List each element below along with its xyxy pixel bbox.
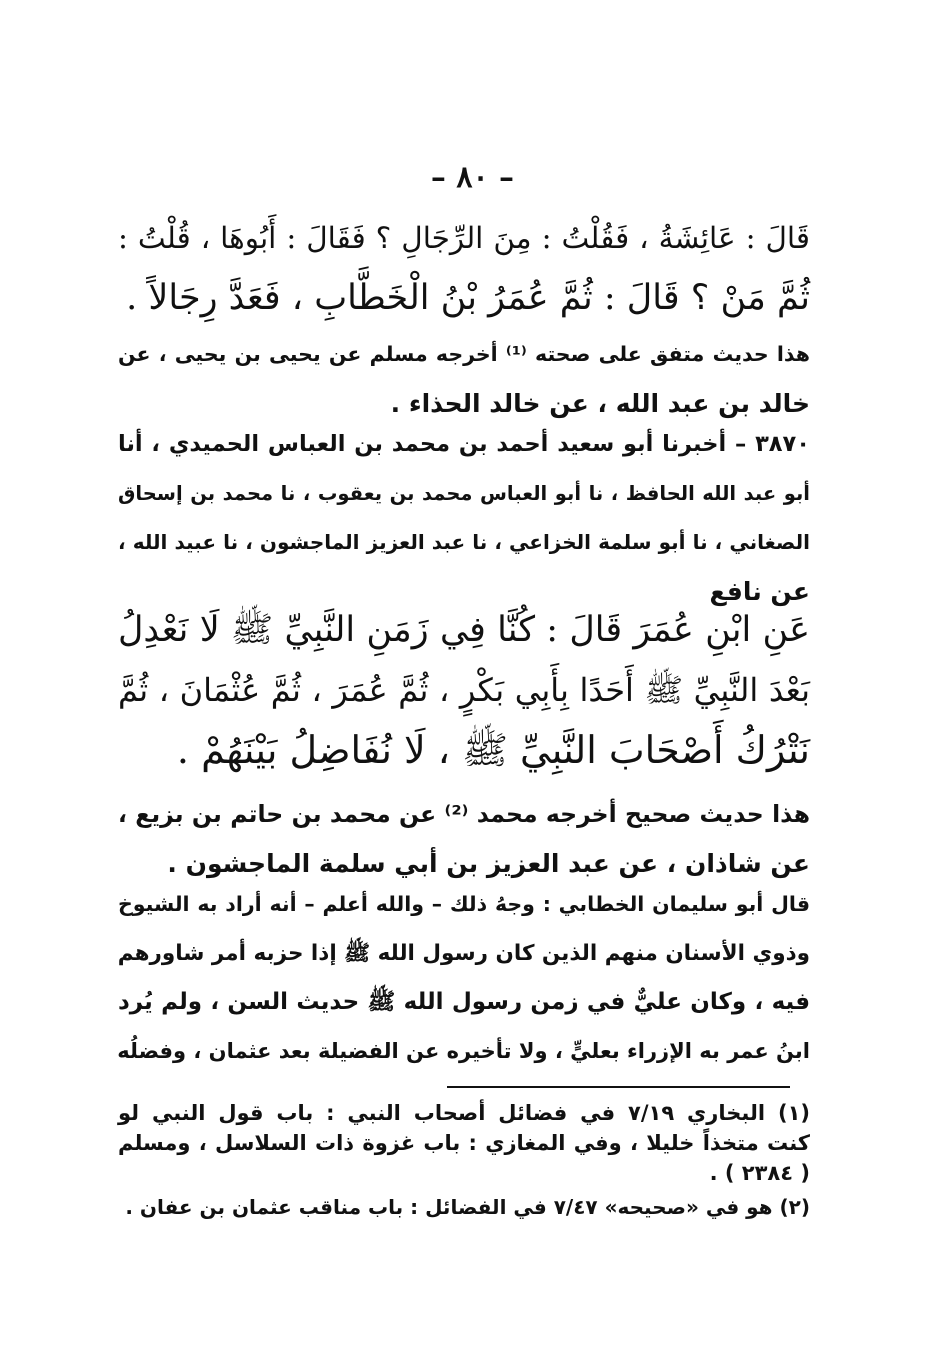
- hadith-matn: [118, 600, 810, 780]
- text-line: الصغاني ، نا أبو سلمة الخزاعي ، نا عبد العزيز الماجشون ، نا عبيد الله ،: [118, 530, 810, 554]
- text-line: خالد بن عبد الله ، عن خالد الحذاء .: [390, 389, 810, 418]
- hadith-text-continuation: [118, 208, 810, 328]
- footnote-1: [118, 1098, 810, 1188]
- footnote-line: (٢) هو في «صحيحه» ٧/٤٧ في الفضائل : باب مناقب عثمان بن عفان .: [125, 1195, 810, 1219]
- text-line: قَالَ : عَائِشَةُ ، فَقُلْتُ : مِنَ الرِّجَالِ ؟ فَقَالَ : أَبُوهَا ، قُلْتُ :: [118, 221, 810, 255]
- footnote-line: (١) البخاري ٧/١٩ في فضائل أصحاب النبي : باب قول النبي لو: [118, 1101, 810, 1125]
- text-line: ثُمَّ مَنْ ؟ قَالَ : ثُمَّ عُمَرُ بْنُ الْخَطَّابِ ، فَعَدَّ رِجَالاً .: [126, 278, 810, 318]
- text-line: هذا حديث متفق على صحته ⁽¹⁾ أخرجه مسلم عن يحيى بن يحيى ، عن: [118, 342, 810, 366]
- text-line: فيه ، وكان عليٌّ في زمن رسول الله ﷺ حديث السن ، ولم يُرد: [118, 989, 810, 1015]
- text-line: أبو عبد الله الحافظ ، نا أبو العباس محمد بن يعقوب ، نا محمد بن إسحاق: [118, 482, 810, 505]
- text-line: عن نافع: [709, 577, 810, 606]
- hadith-isnad: [118, 420, 810, 616]
- hadith-grading-note-2: [118, 790, 810, 888]
- text-line: قال أبو سليمان الخطابي : وجهُ ذلك – والله أعلم – أنه أراد به الشيوخ: [118, 892, 810, 916]
- footnote-line: ( ٢٣٨٤ ) .: [709, 1161, 810, 1185]
- text-line: ٣٨٧٠ – أخبرنا أبو سعيد أحمد بن محمد بن العباس الحميدي ، أنا: [118, 431, 810, 457]
- commentary-paragraph: [118, 880, 810, 1076]
- text-line: ابنُ عمر به الإزراء بعليٍّ ، ولا تأخيره عن الفضيلة بعد عثمان ، وفضلُه: [117, 1039, 810, 1063]
- text-line: نَتْرُكُ أَصْحَابَ النَّبِيِّ ﷺ ، لَا نُفَاضِلُ بَيْنَهُمْ .: [176, 728, 810, 772]
- text-line: بَعْدَ النَّبِيِّ ﷺ أَحَدًا بِأَبِي بَكْرٍ ، ثُمَّ عُمَرَ ، ثُمَّ عُثْمَانَ ، ثُمَّ: [118, 671, 810, 709]
- footnote-line: كنت متخذاً خليلا ، وفي المغازي : باب غزوة ذات السلاسل ، ومسلم: [118, 1131, 810, 1155]
- hadith-grading-note: [118, 330, 810, 428]
- page-number: – ٨٠ –: [430, 160, 515, 195]
- text-line: وذوي الأسنان منهم الذين كان رسول الله ﷺ إذا حزبه أمر شاورهم: [117, 941, 810, 966]
- text-line: عَنِ ابْنِ عُمَرَ قَالَ : كُنَّا فِي زَمَنِ النَّبِيِّ ﷺ لَا نَعْدِلُ: [118, 610, 810, 650]
- text-line: عن شاذان ، عن عبد العزيز بن أبي سلمة الماجشون .: [167, 849, 810, 878]
- footnote-separator: [447, 1086, 790, 1088]
- footnote-2: [118, 1192, 810, 1222]
- text-line: هذا حديث صحيح أخرجه محمد ⁽²⁾ عن محمد بن حاتم بن بزيع ،: [118, 800, 810, 828]
